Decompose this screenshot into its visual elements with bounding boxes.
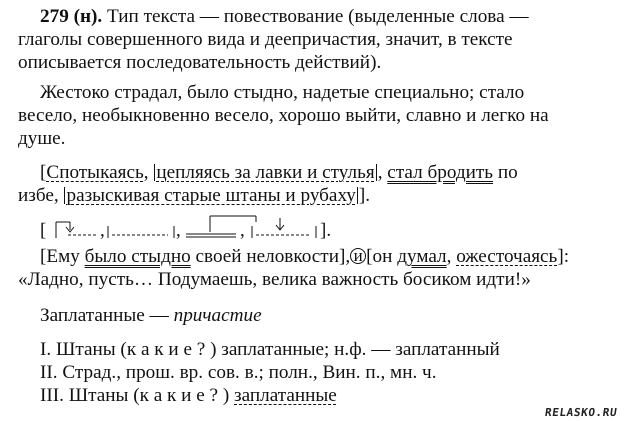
analysis-step-3: [40, 385, 337, 407]
sentence-2-line-1: [40, 246, 569, 268]
svg-text:].: ].: [320, 220, 332, 241]
participial-phrase-2: разыскивая старые штаны и рубаху: [66, 185, 356, 206]
analysis-step-2: II. Страд., прош. вр. сов. в.; полн., Вин. п., мн. ч.: [40, 362, 437, 383]
comma: ,: [446, 246, 457, 267]
analysis-step-1: I. Штаны (к а к и е ? ) заплатанные; н.ф. — заплатанный: [40, 339, 500, 360]
sentence-1-line-1: [40, 162, 518, 184]
participle-term: причастие: [173, 305, 262, 326]
adverbial-participle-1: Спотыкаясь: [46, 162, 144, 183]
predicate-2: думал: [397, 246, 447, 267]
text-fragment: своей неловкости],: [190, 246, 351, 267]
bracket-open: [: [40, 162, 47, 183]
answer-line-2: весело, необыкновенно весело, хорошо выйти, славно и легко на: [18, 105, 549, 126]
bracket-close: ].: [358, 185, 371, 206]
answer-line-1: Жестоко страдал, было стыдно, надетые специально; стало: [40, 82, 525, 103]
participle-underlined: заплатанные: [234, 385, 337, 406]
text-fragment: по: [493, 162, 518, 183]
conjunction-circle: и: [350, 248, 366, 264]
sentence-1-line-2: [18, 185, 370, 207]
svg-text:,: ,: [100, 220, 105, 241]
text-fragment: III. Штаны (к а к и е ? ): [40, 385, 235, 406]
svg-text:[: [: [40, 220, 47, 241]
text-fragment: ]:: [557, 246, 570, 267]
text-fragment: [Ему: [40, 246, 85, 267]
text-fragment: [он: [366, 246, 398, 267]
participial-phrase: цепляясь за лавки и стулья: [156, 162, 375, 183]
text-fragment: избе,: [18, 185, 64, 206]
predicate: стал бродить: [387, 162, 494, 183]
exercise-number: 279 (н).: [40, 6, 103, 27]
scheme-diagram: [40, 208, 340, 242]
comma: ,: [143, 162, 154, 183]
exercise-intro-1: Тип текста — повествование (выделенные слова —: [107, 6, 529, 27]
adverbial-participle-2: ожесточаясь: [456, 246, 558, 267]
exercise-line-1: [40, 6, 529, 28]
svg-text:,: ,: [240, 220, 245, 241]
predicate-1: было стыдно: [84, 246, 191, 267]
exercise-line-2: глаголы совершенного вида и деепричастия, значит, в тексте: [18, 29, 513, 50]
answer-line-3: душе.: [18, 128, 66, 149]
participle-word: Заплатанные —: [40, 305, 174, 326]
participle-line: [40, 305, 262, 327]
sentence-scheme: [40, 208, 340, 242]
boundary-mark: [376, 164, 377, 181]
boundary-mark: [357, 187, 358, 204]
svg-text:,: ,: [176, 220, 181, 241]
sentence-2-line-2: «Ладно, пусть… Подумаешь, велика важность босиком идти!»: [18, 269, 531, 290]
comma: ,: [377, 162, 388, 183]
exercise-line-3: описывается последовательность действий).: [18, 52, 382, 73]
site-watermark: RELASKO.RU: [543, 406, 618, 419]
